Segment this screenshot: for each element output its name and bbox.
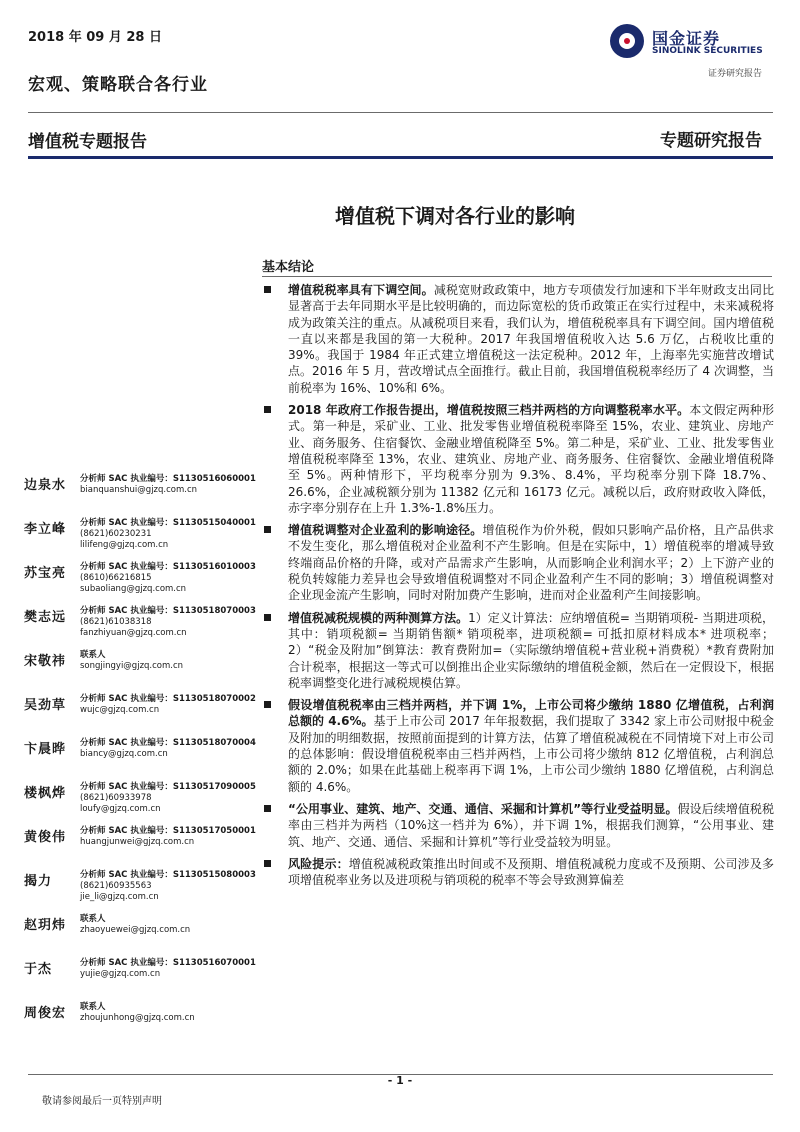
conclusion-item	[262, 697, 774, 795]
square-bullet-icon	[264, 805, 271, 812]
header-thick-divider	[28, 156, 773, 159]
analyst-role: 联系人	[80, 650, 106, 660]
analyst-card	[24, 646, 252, 690]
analyst-role: 分析师 SAC 执业编号：S1130516060001	[80, 474, 256, 484]
analyst-role: 联系人	[80, 1002, 106, 1012]
analyst-role: 分析师 SAC 执业编号：S1130516010003	[80, 562, 256, 572]
analyst-name: 于杰	[24, 962, 53, 977]
analyst-name: 李立峰	[24, 522, 67, 537]
report-date: 2018 年 09 月 28 日	[28, 30, 162, 45]
analyst-email[interactable]: bianquanshui@gjzq.com.cn	[80, 485, 198, 495]
analyst-role: 联系人	[80, 914, 106, 924]
analyst-phone: (8621)60935563	[80, 881, 152, 891]
analyst-card	[24, 822, 256, 866]
analyst-role: 分析师 SAC 执业编号：S1130517090005	[80, 782, 256, 792]
conclusion-item	[262, 610, 774, 691]
analyst-role: 分析师 SAC 执业编号：S1130515040001	[80, 518, 256, 528]
conclusion-item	[262, 402, 774, 516]
analyst-name: 揭力	[24, 874, 53, 889]
analyst-role: 分析师 SAC 执业编号：S1130518070003	[80, 606, 256, 616]
analyst-name: 宋敬祎	[24, 654, 67, 669]
analyst-card	[24, 470, 256, 514]
analyst-name: 卞晨晔	[24, 742, 67, 757]
company-logo	[610, 24, 770, 66]
analyst-email[interactable]: fanzhiyuan@gjzq.com.cn	[80, 628, 187, 638]
analyst-name: 苏宝亮	[24, 566, 67, 581]
square-bullet-icon	[264, 860, 271, 867]
conclusion-divider	[262, 276, 772, 277]
logo-subtitle: 证券研究报告	[707, 69, 762, 79]
conclusion-item	[262, 801, 774, 850]
main-title: 增值税下调对各行业的影响	[335, 204, 575, 228]
square-bullet-icon	[264, 701, 271, 708]
conclusion-item	[262, 856, 774, 889]
conclusion-body: 增值税减税政策推出时间或不及预期、增值税减税力度或不及预期、公司涉及多项增值税率业务以及进项税与销项税的税率不等会导致测算偏差	[288, 856, 774, 888]
analyst-role: 分析师 SAC 执业编号：S1130518070004	[80, 738, 256, 748]
analyst-email[interactable]: lilifeng@gjzq.com.cn	[80, 540, 169, 550]
report-title: 增值税专题报告	[28, 132, 147, 152]
analyst-email[interactable]: subaoliang@gjzq.com.cn	[80, 584, 187, 594]
conclusion-lead: 增值税减税规模的两种测算方法。	[288, 610, 469, 625]
analyst-card	[24, 514, 256, 558]
analyst-name: 周俊宏	[24, 1006, 67, 1021]
conclusion-lead: 增值税调整对企业盈利的影响途径。	[288, 523, 483, 538]
analyst-card	[24, 778, 256, 822]
conclusion-lead: 增值税税率具有下调空间。	[288, 283, 434, 297]
analyst-role: 分析师 SAC 执业编号：S1130515080003	[80, 870, 256, 880]
analyst-role: 分析师 SAC 执业编号：S1130516070001	[80, 958, 256, 968]
conclusion-lead: 2018 年政府工作报告提出，增值税按照三档并两档的方向调整税率水平。	[288, 403, 690, 418]
report-type: 专题研究报告	[660, 131, 762, 151]
analyst-card	[24, 866, 256, 910]
analyst-role: 分析师 SAC 执业编号：S1130517050001	[80, 826, 256, 836]
conclusion-body: 增值税作为价外税，假如只影响产品价格，且产品供求不发生变化，那么增值税对企业盈利不产生影响。但是在实际中，1）增值税率的增减导致终端商品价格的升降，或对产品需求产生影响，从而影响企业利润水平；2）上下游产业的税负转嫁能力差异也会导致增值税调整对不同企业盈利产生不同的影响；3）增值税调整对企业现金流产生影响，同时对附加费产生影响，进而对企业盈利产生间接影响。	[288, 523, 774, 603]
conclusion-list	[262, 282, 774, 894]
analyst-email[interactable]: huangjunwei@gjzq.com.cn	[80, 837, 195, 847]
analyst-card	[24, 998, 252, 1042]
square-bullet-icon	[264, 406, 271, 413]
analyst-phone: (8621)60933978	[80, 793, 152, 803]
square-bullet-icon	[264, 614, 271, 621]
analyst-card	[24, 602, 256, 646]
analyst-email[interactable]: biancy@gjzq.com.cn	[80, 749, 168, 759]
analyst-card	[24, 558, 256, 602]
analyst-name: 黄俊伟	[24, 830, 67, 845]
analyst-email[interactable]: yujie@gjzq.com.cn	[80, 969, 161, 979]
conclusion-body: 本文假定两种形式。第一种是，采矿业、工业、批发零售业增值税税率降至 15%，农业、建筑业、房地产业、商务服务、住宿餐饮、金融业增值税降至 5%。第二种是，采矿业、工业、批发零售业增值税税率降至 13%，农业、建筑业、房地产业、商务服务、住宿餐饮、金融业增值税降至 5%。两种情形下，平均税率分别为 9.3%、8.4%，平均税率分别下降 18.7%、26.6%，企业减税额分别为 11382 亿元和 16173 亿元。减税以后，政府财政收入降低，赤字率分别存在上升 1.3%-1.8%压力。	[288, 403, 774, 515]
logo-name: 国金证券	[652, 29, 721, 48]
analyst-email[interactable]: wujc@gjzq.com.cn	[80, 705, 160, 715]
header-divider	[28, 112, 773, 113]
analyst-name: 吴劲草	[24, 698, 67, 713]
analyst-name: 赵玥炜	[24, 918, 67, 933]
logo-english-name: SINOLINK SECURITIES	[652, 46, 763, 56]
analyst-list	[24, 470, 256, 1042]
analyst-phone: (8621)60230231	[80, 529, 152, 539]
square-bullet-icon	[264, 286, 271, 293]
analyst-email[interactable]: jie_li@gjzq.com.cn	[80, 892, 159, 902]
analyst-phone: (8610)66216815	[80, 573, 152, 583]
conclusion-body: 假设后续增值税税率由三档并为两档（10%这一档并为 6%），并下调 1%，根据我们测算，“公用事业、建筑、地产、交通、通信、采掘和计算机”等行业受益较为明显。	[288, 801, 774, 849]
square-bullet-icon	[264, 526, 271, 533]
conclusion-body: 减税宽财政政策中，地方专项债发行加速和下半年财政支出同比显著高于去年同期水平是比较明确的，而边际宽松的货币政策正在实行过程中，未来减税将成为政策关注的重点。从减税项目来看，我们认为，增值税税率具有下调空间。国内增值税一直以来都是我国的第一大税种。2017 年我国增值税收入达 5.6 万亿，占税收比重的 39%。我国于 1984 年正式建立增值税这一法定税种。2012 年，上海率先实施营改增试点。2016 年 5 月，营改增试点全面推行。截止目前，我国增值税税率经历了 4 次调整，当前税率为 16%、10%和 6%。	[288, 283, 774, 395]
conclusion-lead: 假设增值税税率由三档并两档，并下调 1%，上市公司将少缴纳 1880 亿增值税，占利润总额的 4.6%。	[288, 698, 774, 729]
page-number: - 1 -	[387, 1074, 413, 1087]
analyst-email[interactable]: zhaoyuewei@gjzq.com.cn	[80, 925, 191, 935]
conclusion-lead: 风险提示：	[288, 856, 349, 871]
conclusion-lead: “公用事业、建筑、地产、交通、通信、采掘和计算机”等行业受益明显。	[288, 801, 678, 816]
conclusion-item	[262, 282, 774, 396]
analyst-email[interactable]: loufy@gjzq.com.cn	[80, 804, 161, 814]
conclusion-body: 基于上市公司 2017 年年报数据，我们提取了 3342 家上市公司财报中税金及附加的明细数据，按照前面提到的计算方法，估算了增值税减税在不同情境下对上市公司的总体影响：假设增值税税率由三档并两档，上市公司将少缴纳 812 亿增值税，占利润总额的 2.0%；如果在此基础上税率再下调 1%，上市公司少缴纳 1880 亿增值税，占利润总额的 4.6%。	[288, 714, 774, 794]
analyst-card	[24, 954, 256, 998]
analyst-name: 楼枫烨	[24, 786, 67, 801]
analyst-card	[24, 690, 256, 734]
analyst-role: 分析师 SAC 执业编号：S1130518070002	[80, 694, 256, 704]
analyst-card	[24, 910, 252, 954]
conclusion-body: 1）定义计算法：应纳增值税= 当期销项税- 当期进项税，其中：销项税额= 当期销售额* 销项税率，进项税额= 可抵扣原材料成本* 进项税率；2）“税金及附加”倒算法：教育费附加=（实际缴纳增值税+营业税+消费税）*教育费附加合计税率，根据这一等式可以倒推出企业实际缴纳的增值税金额，然后在一定假设下，根据税率调整变化进行减税规模估算。	[288, 610, 774, 690]
footer-disclaimer: 敬请参阅最后一页特别声明	[42, 1096, 162, 1107]
analyst-name: 边泉水	[24, 478, 67, 493]
analyst-email[interactable]: zhoujunhong@gjzq.com.cn	[80, 1013, 195, 1023]
analyst-email[interactable]: songjingyi@gjzq.com.cn	[80, 661, 184, 671]
conclusion-item	[262, 522, 774, 603]
report-category: 宏观、策略联合各行业	[28, 75, 208, 95]
logo-mark-icon	[610, 24, 644, 58]
conclusion-heading: 基本结论	[262, 260, 315, 275]
analyst-phone: (8621)61038318	[80, 617, 152, 627]
analyst-name: 樊志远	[24, 610, 67, 625]
analyst-card	[24, 734, 256, 778]
